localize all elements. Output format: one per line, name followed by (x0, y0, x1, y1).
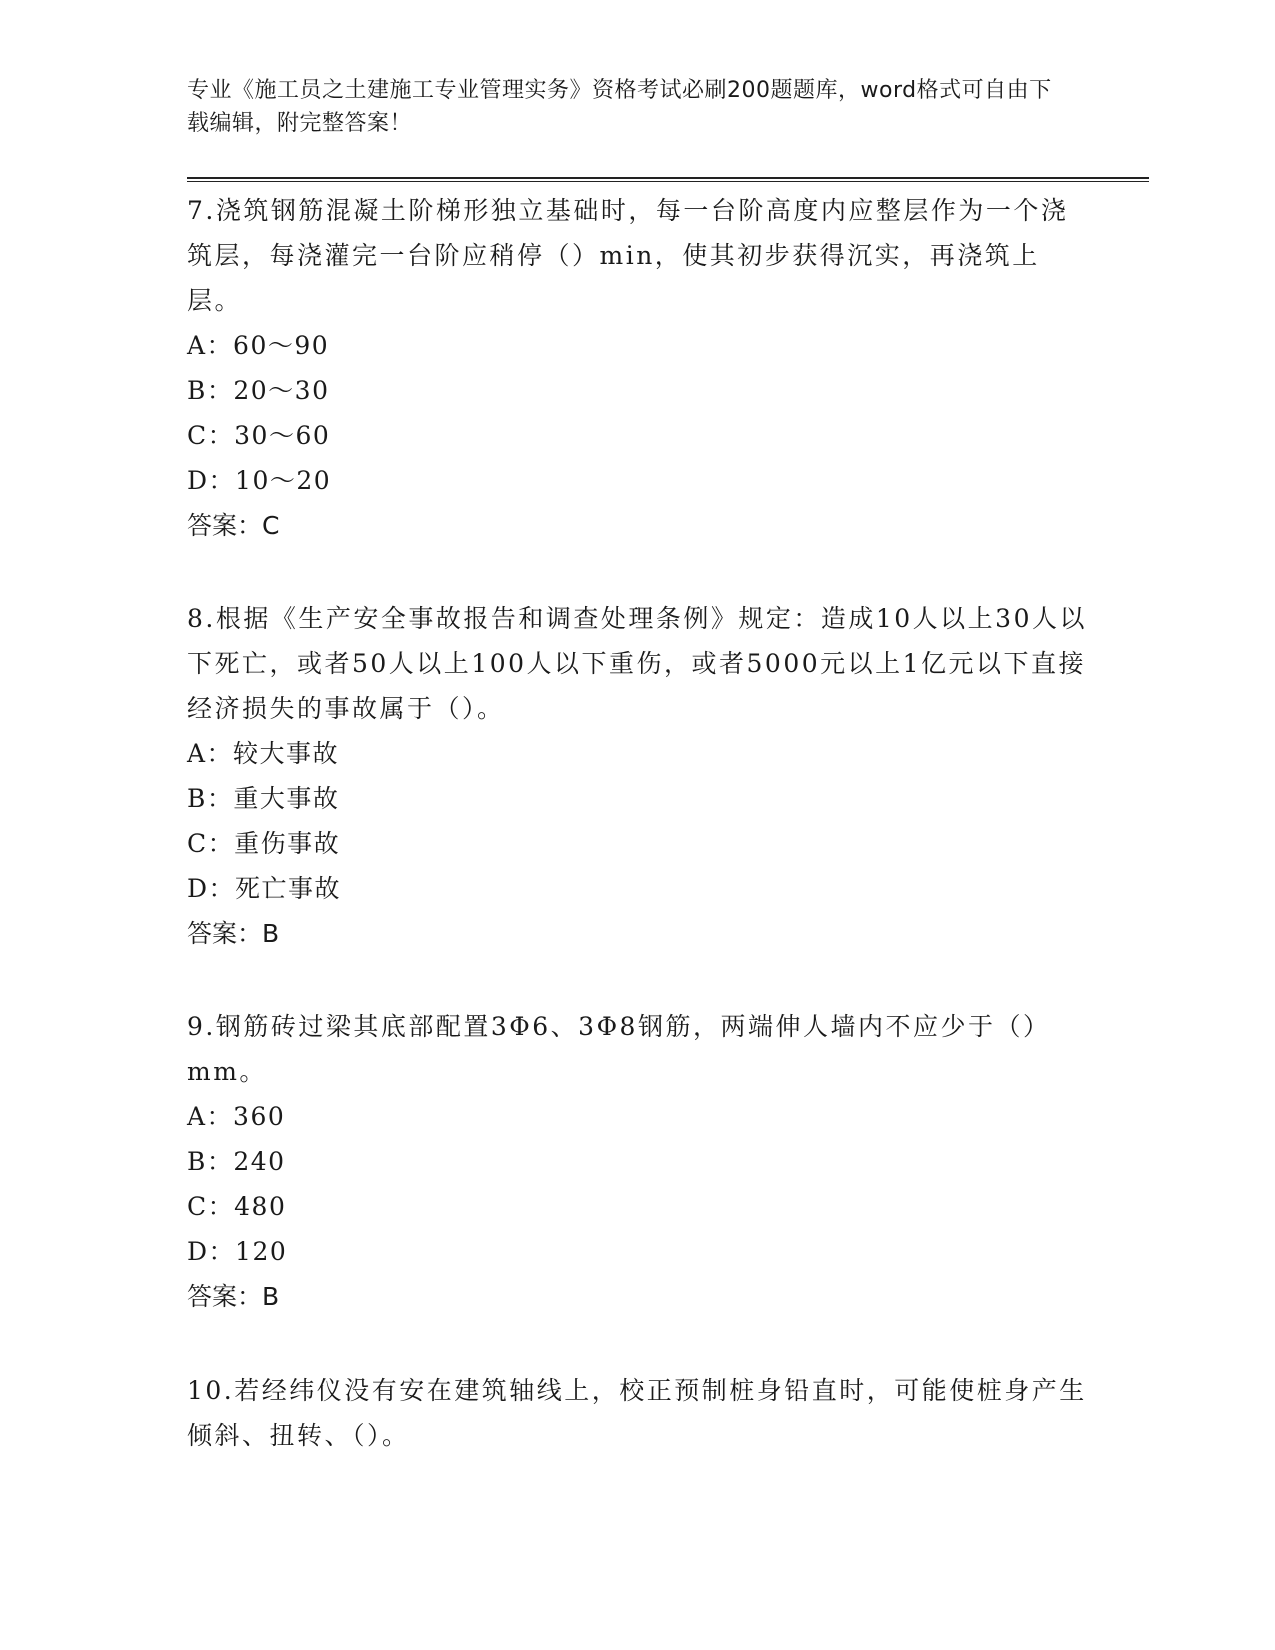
option-b: B：重大事故 (187, 784, 340, 813)
option-c: C：30～60 (187, 421, 331, 450)
answer: 答案：B (187, 1282, 280, 1311)
option-a: A：较大事故 (187, 739, 340, 768)
option-d: D：10～20 (187, 466, 332, 495)
question-stem: 8.根据《生产安全事故报告和调查处理条例》规定：造成10人以上30人以下死亡，或者50人以上100人以下重伤，或者5000元以上1亿元以下直接经济损失的事故属于（）。 (187, 604, 1087, 723)
question-9 (187, 1004, 1087, 1319)
header-divider (187, 177, 1149, 179)
question-10 (187, 1368, 1087, 1458)
option-b: B：240 (187, 1147, 286, 1176)
option-a: A：360 (187, 1102, 286, 1131)
question-stem: 10.若经纬仪没有安在建筑轴线上，校正预制桩身铅直时，可能使桩身产生倾斜、扭转、（）。 (187, 1376, 1087, 1450)
option-c: C：重伤事故 (187, 829, 341, 858)
question-stem: 9.钢筋砖过梁其底部配置3Φ6、3Φ8钢筋，两端伸人墙内不应少于（）mm。 (187, 1012, 1051, 1086)
option-b: B：20～30 (187, 376, 330, 405)
header-divider-thin (187, 181, 1149, 182)
question-stem: 7.浇筑钢筋混凝土阶梯形独立基础时，每一台阶高度内应整层作为一个浇筑层，每浇灌完一台阶应稍停（）min，使其初步获得沉实，再浇筑上层。 (187, 196, 1069, 315)
option-a: A：60～90 (187, 331, 330, 360)
option-d: D：死亡事故 (187, 874, 342, 903)
question-8 (187, 596, 1087, 956)
answer: 答案：B (187, 919, 280, 948)
question-7 (187, 188, 1087, 548)
answer: 答案：C (187, 511, 280, 540)
option-d: D：120 (187, 1237, 288, 1266)
option-c: C：480 (187, 1192, 287, 1221)
document-title: 专业《施工员之土建施工专业管理实务》资格考试必刷200题题库，word格式可自由下载编辑，附完整答案！ (187, 78, 1052, 136)
